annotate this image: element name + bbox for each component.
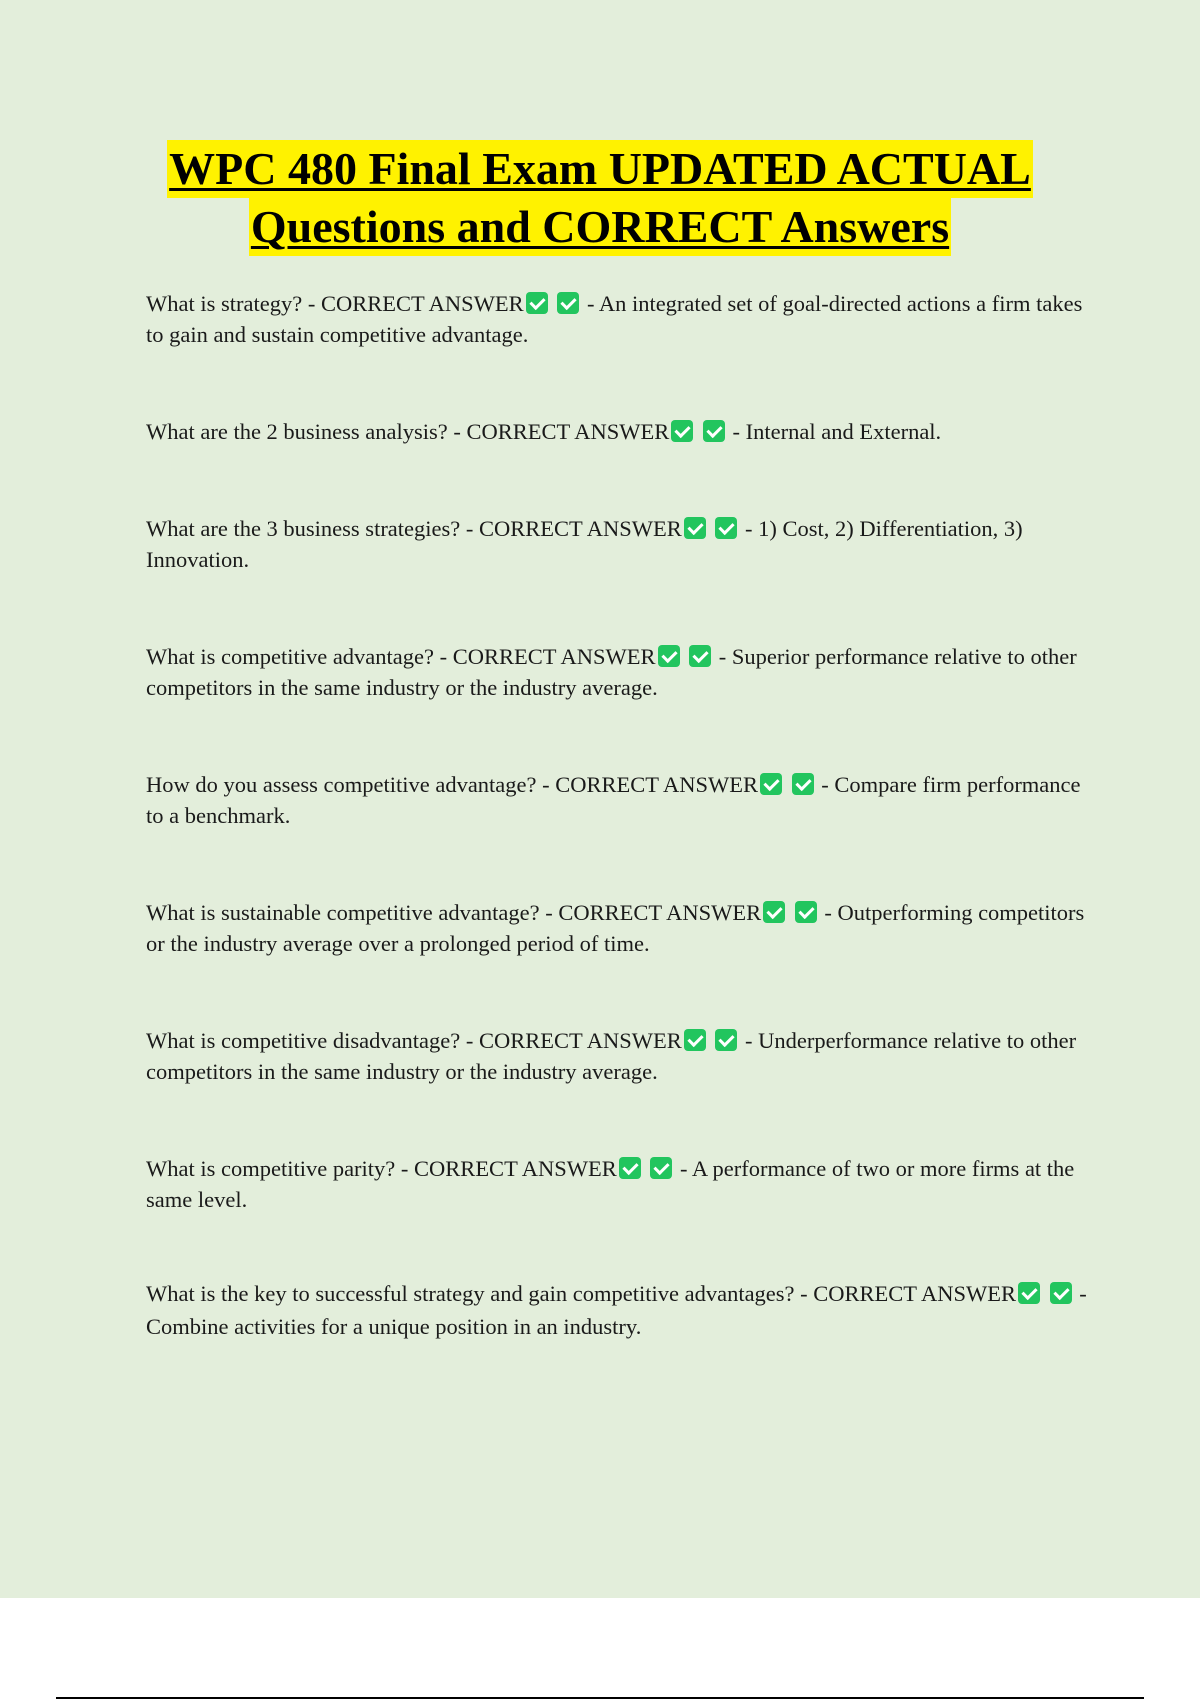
qa-item	[146, 641, 1091, 703]
question-text: How do you assess competitive advantage? -	[146, 772, 556, 797]
answer-label: CORRECT ANSWER	[558, 900, 762, 925]
answer-text: - Underperformance relative to other competitors in the same industry or the industry average.	[146, 1028, 1077, 1084]
answer-text: - Outperforming competitors or the industry average over a prolonged period of time.	[146, 900, 1085, 956]
answer-text: - Internal and External.	[726, 419, 942, 444]
answer-text: - Compare firm performance to a benchmark.	[146, 772, 1081, 828]
check-mark-icon	[715, 1029, 737, 1051]
check-mark-icon	[526, 292, 548, 314]
question-text: What are the 2 business analysis? -	[146, 419, 467, 444]
qa-item	[146, 416, 1091, 447]
answer-text: - 1) Cost, 2) Differentiation, 3) Innovation.	[146, 516, 1023, 572]
footer-divider	[56, 1697, 1144, 1699]
answer-label: CORRECT ANSWER	[555, 772, 759, 797]
page-title	[0, 140, 1200, 256]
question-text: What is sustainable competitive advantage? -	[146, 900, 559, 925]
check-mark-icon	[792, 773, 814, 795]
check-mark-icon	[619, 1157, 641, 1179]
answer-label: CORRECT ANSWER	[479, 516, 682, 541]
question-text: What is competitive disadvantage? -	[146, 1028, 480, 1053]
qa-item	[146, 1153, 1091, 1215]
check-mark-icon	[795, 901, 817, 923]
question-text: What is competitive advantage? -	[146, 644, 453, 669]
qa-item	[146, 1277, 1091, 1343]
check-mark-icon	[689, 645, 711, 667]
qa-item	[146, 1025, 1091, 1087]
question-text: What are the 3 business strategies? -	[146, 516, 480, 541]
answer-label: CORRECT ANSWER	[452, 644, 656, 669]
check-mark-icon	[658, 645, 680, 667]
question-text: What is competitive parity? -	[146, 1156, 415, 1181]
answer-label: CORRECT ANSWER	[414, 1156, 617, 1181]
answer-text: - Combine activities for a unique position in an industry.	[146, 1281, 1087, 1339]
title-line-2: Questions and CORRECT Answers	[249, 198, 951, 256]
qa-item	[146, 513, 1091, 575]
answer-text: - An integrated set of goal-directed actions a firm takes to gain and sustain competitive advantage.	[146, 291, 1083, 347]
title-line-1: WPC 480 Final Exam UPDATED ACTUAL	[167, 140, 1033, 198]
check-mark-icon	[684, 517, 706, 539]
check-mark-icon	[557, 292, 579, 314]
check-mark-icon	[715, 517, 737, 539]
check-mark-icon	[703, 420, 725, 442]
question-text: What is the key to successful strategy and gain competitive advantages? -	[146, 1281, 814, 1306]
answer-label: CORRECT ANSWER	[813, 1281, 1017, 1306]
qa-item	[146, 769, 1091, 831]
qa-item	[146, 897, 1091, 959]
question-text: What is strategy? -	[146, 291, 321, 316]
check-mark-icon	[671, 420, 693, 442]
answer-text: - A performance of two or more firms at the same level.	[146, 1156, 1075, 1212]
qa-item	[146, 288, 1091, 350]
check-mark-icon	[763, 901, 785, 923]
answer-text: - Superior performance relative to other competitors in the same industry or the industry average.	[146, 644, 1077, 700]
check-mark-icon	[650, 1157, 672, 1179]
check-mark-icon	[760, 773, 782, 795]
check-mark-icon	[684, 1029, 706, 1051]
qa-list	[146, 288, 1091, 1343]
check-mark-icon	[1050, 1282, 1072, 1304]
answer-label: CORRECT ANSWER	[479, 1028, 682, 1053]
answer-label: CORRECT ANSWER	[320, 291, 524, 316]
check-mark-icon	[1018, 1282, 1040, 1304]
answer-label: CORRECT ANSWER	[466, 419, 670, 444]
